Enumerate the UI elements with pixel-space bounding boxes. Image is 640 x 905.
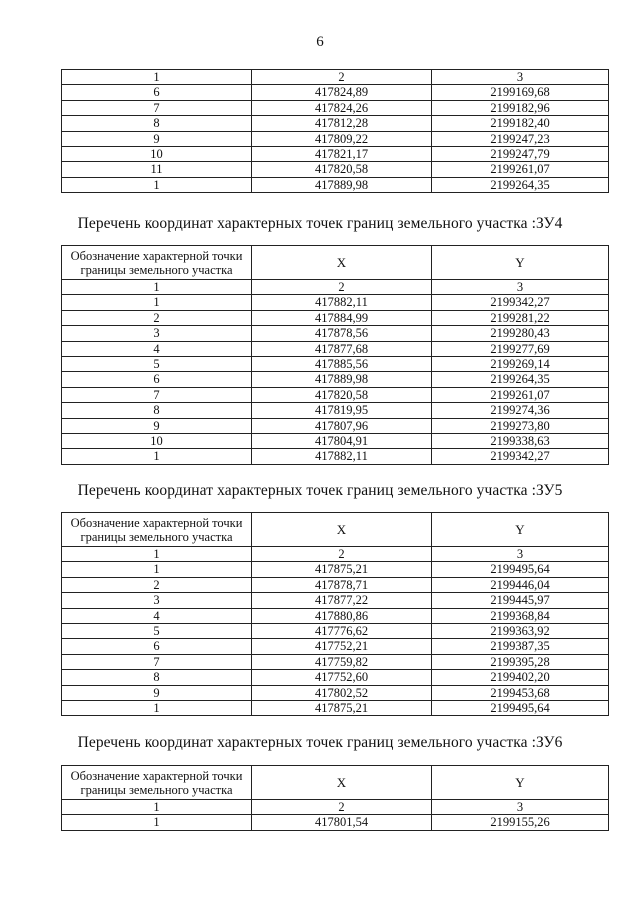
y-coordinate-cell: 2199338,63 [432, 434, 609, 449]
x-coordinate-cell: 417824,26 [252, 100, 432, 115]
point-number-cell: 7 [62, 100, 252, 115]
header-y: Y [432, 513, 609, 547]
point-number-cell: 5 [62, 624, 252, 639]
x-coordinate-cell: 417878,56 [252, 326, 432, 341]
column-number-2: 2 [252, 547, 432, 562]
x-coordinate-cell: 417752,60 [252, 670, 432, 685]
y-coordinate-cell: 2199368,84 [432, 608, 609, 623]
y-coordinate-cell: 2199247,79 [432, 147, 609, 162]
point-number-cell: 7 [62, 654, 252, 669]
table-row [62, 639, 609, 654]
table-row [62, 100, 609, 115]
point-number-cell: 1 [62, 295, 252, 310]
header-x: X [252, 246, 432, 280]
table-row [62, 593, 609, 608]
x-coordinate-cell: 417802,52 [252, 685, 432, 700]
table-row [62, 670, 609, 685]
x-coordinate-cell: 417809,22 [252, 131, 432, 146]
y-coordinate-cell: 2199273,80 [432, 418, 609, 433]
header-y: Y [432, 246, 609, 280]
point-number-cell: 4 [62, 608, 252, 623]
table-row [62, 387, 609, 402]
table-row [62, 434, 609, 449]
y-coordinate-cell: 2199402,20 [432, 670, 609, 685]
table-row [62, 685, 609, 700]
point-number-cell: 9 [62, 418, 252, 433]
column-number-1: 1 [62, 280, 252, 295]
column-number-1: 1 [62, 70, 252, 85]
y-coordinate-cell: 2199395,28 [432, 654, 609, 669]
table-row [62, 577, 609, 592]
header-point-designation: Обозначение характерной точки границы земельного участка [62, 766, 252, 800]
x-coordinate-cell: 417877,68 [252, 341, 432, 356]
y-coordinate-cell: 2199264,35 [432, 372, 609, 387]
x-coordinate-cell: 417759,82 [252, 654, 432, 669]
column-number-row [62, 280, 609, 295]
x-coordinate-cell: 417801,54 [252, 815, 432, 830]
y-coordinate-cell: 2199274,36 [432, 403, 609, 418]
x-coordinate-cell: 417882,11 [252, 449, 432, 464]
y-coordinate-cell: 2199342,27 [432, 295, 609, 310]
header-point-designation: Обозначение характерной точки границы земельного участка [62, 513, 252, 547]
y-coordinate-cell: 2199155,26 [432, 815, 609, 830]
table-row [62, 116, 609, 131]
y-coordinate-cell: 2199182,96 [432, 100, 609, 115]
y-coordinate-cell: 2199342,27 [432, 449, 609, 464]
y-coordinate-cell: 2199363,92 [432, 624, 609, 639]
point-number-cell: 2 [62, 310, 252, 325]
table-row [62, 341, 609, 356]
point-number-cell: 10 [62, 147, 252, 162]
table-row [62, 310, 609, 325]
table-row [62, 608, 609, 623]
y-coordinate-cell: 2199264,35 [432, 177, 609, 192]
y-coordinate-cell: 2199247,23 [432, 131, 609, 146]
point-number-cell: 10 [62, 434, 252, 449]
point-number-cell: 9 [62, 685, 252, 700]
y-coordinate-cell: 2199495,64 [432, 562, 609, 577]
coordinates-table-zu5 [61, 512, 609, 716]
column-number-1: 1 [62, 547, 252, 562]
table-header-row [62, 246, 609, 280]
y-coordinate-cell: 2199281,22 [432, 310, 609, 325]
table-row [62, 815, 609, 830]
page-number: 6 [316, 34, 324, 50]
x-coordinate-cell: 417880,86 [252, 608, 432, 623]
table-row [62, 295, 609, 310]
table-row [62, 403, 609, 418]
x-coordinate-cell: 417875,21 [252, 562, 432, 577]
table-row [62, 85, 609, 100]
table-row [62, 162, 609, 177]
point-number-cell: 7 [62, 387, 252, 402]
y-coordinate-cell: 2199280,43 [432, 326, 609, 341]
y-coordinate-cell: 2199387,35 [432, 639, 609, 654]
header-x: X [252, 766, 432, 800]
x-coordinate-cell: 417884,99 [252, 310, 432, 325]
y-coordinate-cell: 2199261,07 [432, 162, 609, 177]
column-number-3: 3 [432, 280, 609, 295]
x-coordinate-cell: 417807,96 [252, 418, 432, 433]
table-row [62, 357, 609, 372]
y-coordinate-cell: 2199182,40 [432, 116, 609, 131]
x-coordinate-cell: 417877,22 [252, 593, 432, 608]
table-row [62, 326, 609, 341]
point-number-cell: 8 [62, 116, 252, 131]
point-number-cell: 9 [62, 131, 252, 146]
point-number-cell: 8 [62, 403, 252, 418]
coordinates-table-zu4 [61, 245, 609, 465]
table-row [62, 449, 609, 464]
point-number-cell: 4 [62, 341, 252, 356]
column-number-row [62, 70, 609, 85]
x-coordinate-cell: 417824,89 [252, 85, 432, 100]
point-number-cell: 3 [62, 593, 252, 608]
table-row [62, 624, 609, 639]
section-title-zu6: Перечень координат характерных точек границ земельного участка :ЗУ6 [77, 734, 563, 751]
point-number-cell: 11 [62, 162, 252, 177]
table-row [62, 147, 609, 162]
y-coordinate-cell: 2199261,07 [432, 387, 609, 402]
point-number-cell: 1 [62, 177, 252, 192]
x-coordinate-cell: 417752,21 [252, 639, 432, 654]
x-coordinate-cell: 417776,62 [252, 624, 432, 639]
column-number-3: 3 [432, 70, 609, 85]
x-coordinate-cell: 417820,58 [252, 162, 432, 177]
point-number-cell: 8 [62, 670, 252, 685]
y-coordinate-cell: 2199495,64 [432, 701, 609, 716]
x-coordinate-cell: 417885,56 [252, 357, 432, 372]
coordinates-table-zu6 [61, 765, 609, 831]
x-coordinate-cell: 417875,21 [252, 701, 432, 716]
x-coordinate-cell: 417804,91 [252, 434, 432, 449]
y-coordinate-cell: 2199277,69 [432, 341, 609, 356]
y-coordinate-cell: 2199445,97 [432, 593, 609, 608]
column-number-2: 2 [252, 280, 432, 295]
x-coordinate-cell: 417812,28 [252, 116, 432, 131]
column-number-3: 3 [432, 800, 609, 815]
column-number-1: 1 [62, 800, 252, 815]
point-number-cell: 6 [62, 639, 252, 654]
header-y: Y [432, 766, 609, 800]
table-row [62, 562, 609, 577]
point-number-cell: 6 [62, 85, 252, 100]
x-coordinate-cell: 417821,17 [252, 147, 432, 162]
point-number-cell: 1 [62, 562, 252, 577]
table-header-row [62, 513, 609, 547]
table-header-row [62, 766, 609, 800]
column-number-row [62, 547, 609, 562]
coordinates-table-continued [61, 69, 609, 193]
section-title-zu4: Перечень координат характерных точек границ земельного участка :ЗУ4 [77, 215, 563, 232]
y-coordinate-cell: 2199446,04 [432, 577, 609, 592]
section-title-zu5: Перечень координат характерных точек границ земельного участка :ЗУ5 [77, 482, 563, 499]
column-number-2: 2 [252, 800, 432, 815]
y-coordinate-cell: 2199169,68 [432, 85, 609, 100]
x-coordinate-cell: 417878,71 [252, 577, 432, 592]
header-point-designation: Обозначение характерной точки границы земельного участка [62, 246, 252, 280]
y-coordinate-cell: 2199453,68 [432, 685, 609, 700]
x-coordinate-cell: 417820,58 [252, 387, 432, 402]
point-number-cell: 1 [62, 701, 252, 716]
table-row [62, 701, 609, 716]
column-number-row [62, 800, 609, 815]
point-number-cell: 3 [62, 326, 252, 341]
point-number-cell: 2 [62, 577, 252, 592]
point-number-cell: 5 [62, 357, 252, 372]
point-number-cell: 1 [62, 449, 252, 464]
y-coordinate-cell: 2199269,14 [432, 357, 609, 372]
column-number-3: 3 [432, 547, 609, 562]
column-number-2: 2 [252, 70, 432, 85]
table-row [62, 372, 609, 387]
x-coordinate-cell: 417882,11 [252, 295, 432, 310]
x-coordinate-cell: 417889,98 [252, 372, 432, 387]
point-number-cell: 6 [62, 372, 252, 387]
x-coordinate-cell: 417889,98 [252, 177, 432, 192]
header-x: X [252, 513, 432, 547]
table-row [62, 654, 609, 669]
table-row [62, 418, 609, 433]
table-row [62, 131, 609, 146]
point-number-cell: 1 [62, 815, 252, 830]
x-coordinate-cell: 417819,95 [252, 403, 432, 418]
table-row [62, 177, 609, 192]
